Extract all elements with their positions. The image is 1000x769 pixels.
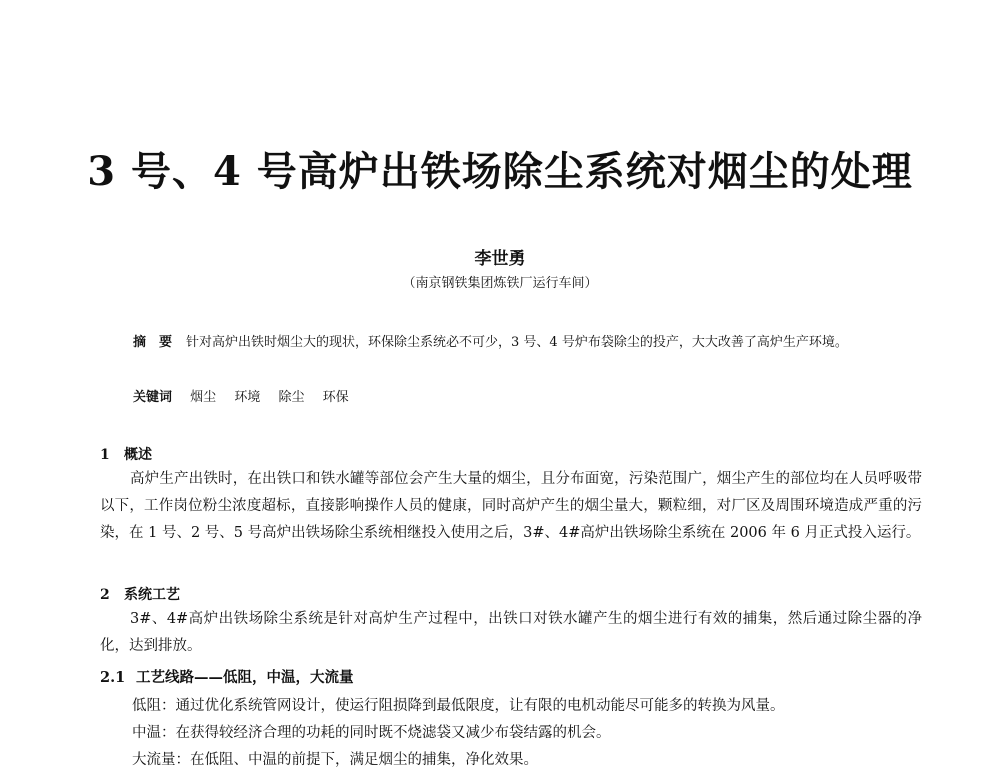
- abstract-text: 针对高炉出铁时烟尘大的现状，环保除尘系统必不可少，3 号、4 号炉布袋除尘的投产，大大改善了高炉生产环境。: [186, 335, 848, 350]
- keywords-label: 关键词: [133, 390, 173, 405]
- keywords: [133, 386, 893, 405]
- keyword: 除尘: [278, 390, 305, 405]
- author-name: 李世勇: [474, 249, 526, 269]
- process-line-large-flow: 大流量：在低阻、中温的前提下，满足烟尘的捕集，净化效果。: [132, 752, 538, 768]
- subsection-number: 2.1: [100, 669, 126, 686]
- process-line-medium-temp: 中温：在获得较经济合理的功耗的同时既不烧滤袋又减少布袋结露的机会。: [132, 725, 611, 741]
- paper-title: 3 号、4 号高炉出铁场除尘系统对烟尘的处理: [87, 148, 913, 195]
- keyword: 烟尘: [190, 390, 217, 405]
- section-number: 2: [100, 587, 110, 603]
- author-affiliation: （南京钢铁集团炼铁厂运行车间）: [402, 276, 598, 291]
- abstract-label: 摘 要: [133, 335, 173, 350]
- keyword: 环保: [322, 390, 349, 405]
- section-heading-2: [100, 584, 920, 604]
- subsection-title: 工艺线路——低阻，中温，大流量: [136, 669, 354, 686]
- keyword: 环境: [234, 390, 261, 405]
- section-heading-1: [100, 444, 920, 464]
- process-line-low-resistance: 低阻：通过优化系统管网设计，使运行阻损降到最低限度，让有限的电机动能尽可能多的转换为风量。: [132, 698, 785, 714]
- section-number: 1: [100, 447, 110, 463]
- section-1-paragraph: 高炉生产出铁时，在出铁口和铁水罐等部位会产生大量的烟尘，且分布面宽，污染范围广，烟尘产生的部位均在人员呼吸带以下，工作岗位粉尘浓度超标，直接影响操作人员的健康，同时高炉产生的烟尘量大，颗粒细，对厂区及周围环境造成严重的污染，在 1 号、2 号、5 号高炉出铁场除尘系统相继投入使用之后，3#、4#高炉出铁场除尘系统在 2006 年 6 月正式投入运行。: [100, 471, 922, 541]
- section-2-paragraph: 3#、4#高炉出铁场除尘系统是针对高炉生产过程中，出铁口对铁水罐产生的烟尘进行有效的捕集，然后通过除尘器的净化，达到排放。: [100, 611, 922, 654]
- abstract: [133, 330, 893, 355]
- section-title: 概述: [124, 447, 152, 463]
- section-title: 系统工艺: [124, 587, 180, 603]
- subsection-heading-2-1: [100, 666, 920, 687]
